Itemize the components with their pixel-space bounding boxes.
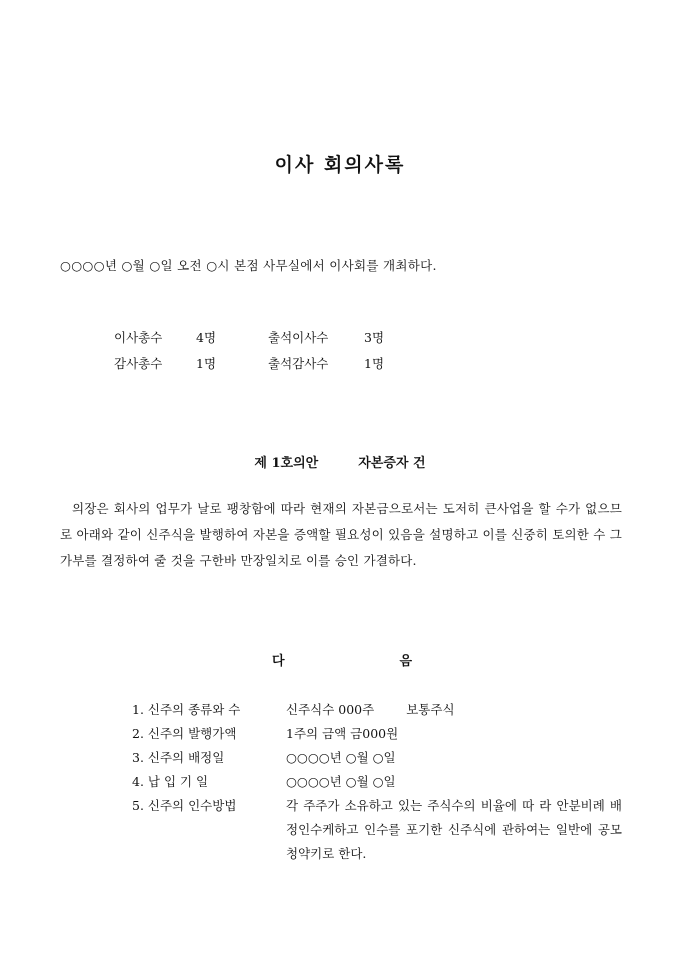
share-issue-items (132, 698, 622, 866)
item-value: 각 주주가 소유하고 있는 주식수의 비율에 따 라 안분비례 배정인수케하고 인수를 포기한 신주식에 관하여는 일반에 공모 청약키로 한다. (286, 798, 622, 861)
item-label: 1. 신주의 종류와 수 (132, 702, 241, 717)
list-item (132, 770, 622, 794)
item-value: 1주의 금액 금000원 (286, 726, 399, 741)
list-item (132, 698, 622, 722)
details-heading-right: 음 (399, 654, 412, 669)
director-total-value: 4명 (196, 330, 217, 345)
agenda-heading (0, 452, 680, 471)
item-value: ○○○○년 ○월 ○일 (286, 750, 396, 765)
auditor-present-value: 1명 (364, 356, 385, 371)
item-value: ○○○○년 ○월 ○일 (286, 774, 396, 789)
item-label: 4. 납 입 기 일 (132, 774, 209, 789)
item-value-main: 신주식수 000주 (286, 702, 375, 717)
details-heading-left: 다 (272, 654, 285, 669)
director-present-value: 3명 (364, 330, 385, 345)
item-label: 2. 신주의 발행가액 (132, 726, 237, 741)
meeting-intro: ○○○○년 ○월 ○일 오전 ○시 본점 사무실에서 이사회를 개최하다. (60, 258, 437, 273)
director-total-label: 이사총수 (114, 330, 163, 345)
attendance-counts (114, 328, 384, 380)
item-label: 3. 신주의 배정일 (132, 750, 225, 765)
list-item (132, 794, 622, 866)
auditor-present-label: 출석감사수 (268, 356, 329, 371)
item-value (286, 698, 622, 722)
item-value-secondary: 보통주식 (406, 702, 455, 717)
list-item (132, 746, 622, 770)
agenda-number: 제 1호의안 (254, 456, 319, 471)
item-label: 5. 신주의 인수방법 (132, 798, 237, 813)
director-present-label: 출석이사수 (268, 330, 329, 345)
details-heading (272, 650, 412, 669)
document-title: 이사 회의사록 (274, 154, 406, 176)
list-item (132, 722, 622, 746)
agenda-body: 의장은 회사의 업무가 날로 팽창함에 따라 현재의 자본금으로서는 도저히 큰사업을 할 수가 없으므로 아래와 같이 신주식을 발행하여 자본을 증액할 필요성이 있음을 설명하고 이를 신중히 토의한 수 그 가부를 결정하여 줄 것을 구한바 만장일치로 이를 승인 가결하다. (60, 501, 622, 568)
auditor-total-value: 1명 (196, 356, 217, 371)
count-row-directors (114, 328, 384, 354)
auditor-total-label: 감사총수 (114, 356, 163, 371)
agenda-subject: 자본증자 건 (358, 456, 426, 471)
count-row-auditors (114, 354, 384, 380)
